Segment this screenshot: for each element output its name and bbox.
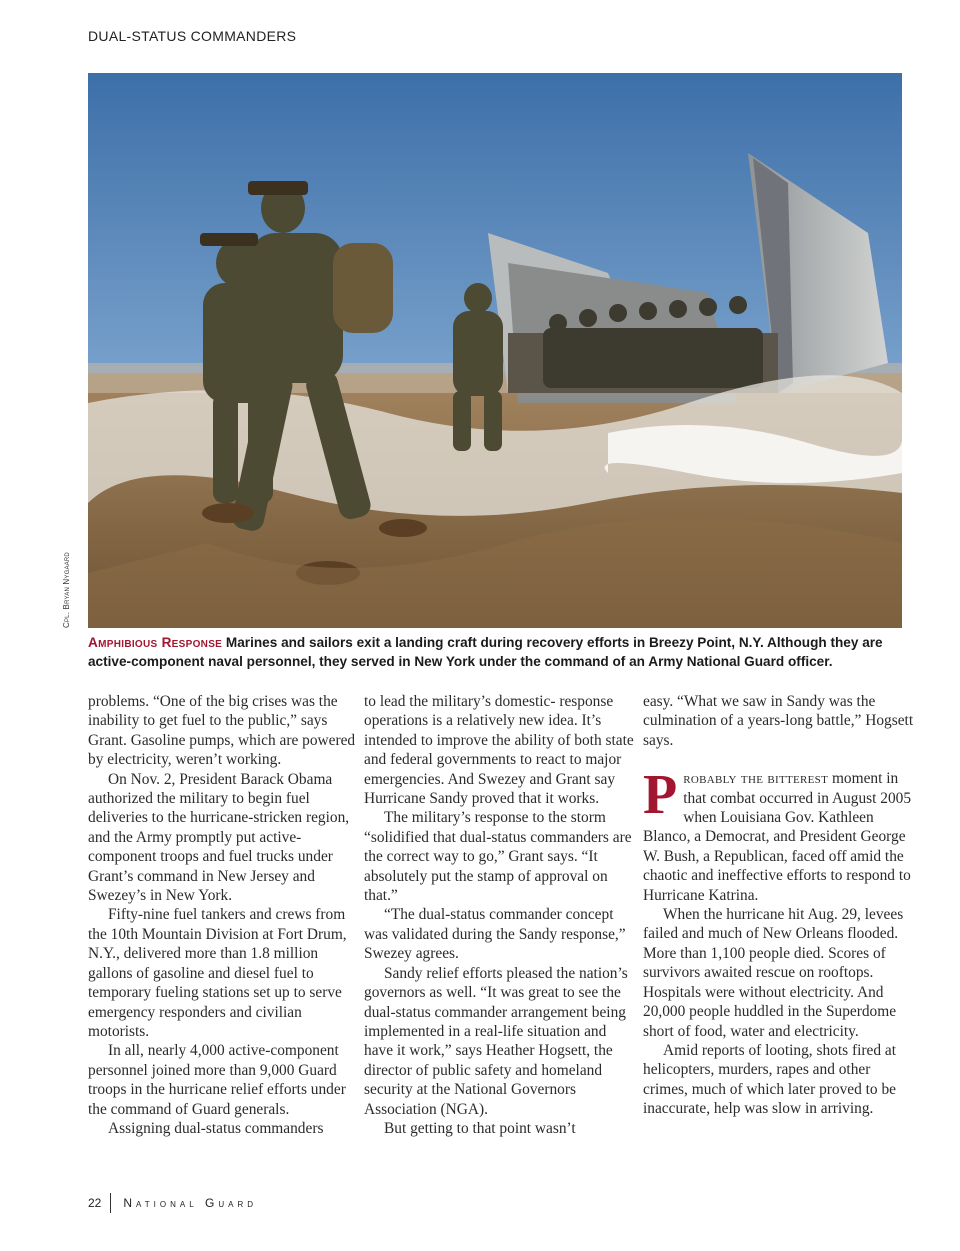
paragraph: “The dual-status commander concept was validated during the Sandy response,” Swezey agrees. (364, 906, 626, 963)
column-1 (88, 692, 360, 1138)
paragraph: On Nov. 2, President Barack Obama authorized the military to begin fuel deliveries to the hurricane-stricken region, and the Army promptly put active-component troops and fuel trucks under Grant’s command in New Jersey and Swezey’s in New York. (88, 770, 350, 905)
paragraph: Amid reports of looting, shots fired at helicopters, murders, rapes and other crimes, much of which later proved to be inaccurate, help was slow in arriving. (643, 1041, 897, 1118)
page-number: 22 (88, 1196, 102, 1210)
paragraph: When the hurricane hit Aug. 29, levees failed and much of New Orleans flooded. More than 1,100 people died. Scores of survivors awaited rescue on rooftops. Hospitals were without electricity. And 20,000 people huddled in the Superdome short of food, water and electricity. (643, 906, 904, 1040)
paragraph: The military’s response to the storm “solidified that dual-status commanders are the correct way to go,” Grant says. “It absolutely put the stamp of approval on that.” (364, 809, 632, 905)
paragraph: Fifty-nine fuel tankers and crews from the 10th Mountain Division at Fort Drum, N.Y., delivered more than 1.8 million gallons of gasoline and diesel fuel to temporary fueling stations set up to serve emergency responders and civilian motorists. (88, 906, 347, 1040)
paragraph: Assigning dual-status commanders (108, 1119, 324, 1137)
photo-credit: Cpl. Bryan Nygaard (62, 552, 71, 628)
paragraph: But getting to that point wasn’t (384, 1119, 576, 1137)
lead-in: robably the bitterest (683, 770, 829, 788)
page-footer (88, 1193, 257, 1213)
drop-cap: P (643, 764, 678, 827)
footer-divider (110, 1193, 111, 1213)
section-lead-paragraph (643, 764, 915, 905)
photo-caption (88, 634, 904, 671)
paragraph: to lead the military’s domestic- response operations is a relatively new idea. It’s intended to improve the ability of both state and federal governments to react to major emergencies. And Swezey and Grant say Hurricane Sandy proved that it works. (364, 693, 634, 808)
column-3 (643, 692, 915, 1119)
column-2 (364, 692, 636, 1138)
paragraph: problems. “One of the big crises was the inability to get fuel to the public,” says Grant. Gasoline pumps, which are powered by electricity, weren’t working. (88, 693, 356, 769)
lead-text: moment in that combat occurred in August 2005 when Louisiana Gov. Kathleen Blanco, a Democrat, and President George W. Bush, a Republican, faced off amid the chaotic and ineffective efforts to respond to Hurricane Katrina. (643, 770, 912, 904)
caption-heading: Amphibious Response (88, 635, 223, 650)
caption-text: Marines and sailors exit a landing craft during recovery efforts in Breezy Point, N.Y. Although they are active-component naval personnel, they served in New York under the command of an Army National Guard officer. (88, 635, 883, 669)
section-header: DUAL-STATUS COMMANDERS (88, 28, 297, 44)
paragraph: Sandy relief efforts pleased the nation’s governors as well. “It was great to see the dual-status commander arrangement being implemented in a real-life situation and have it work,” says Heather Hogsett, the director of public safety and homeland security at the National Governors Association (NGA). (364, 964, 628, 1118)
magazine-name: National Guard (123, 1196, 257, 1210)
photo (88, 73, 902, 628)
landing-craft-photo (88, 73, 902, 628)
paragraph: In all, nearly 4,000 active-component personnel joined more than 9,000 Guard troops in the hurricane relief efforts under the command of Guard generals. (88, 1042, 346, 1118)
paragraph: easy. “What we saw in Sandy was the culmination of a years-long battle,” Hogsett says. (643, 693, 914, 749)
